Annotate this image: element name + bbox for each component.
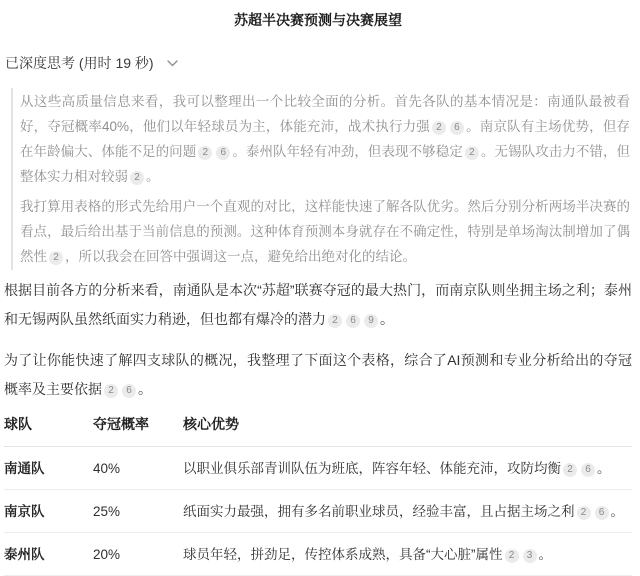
citation-badge[interactable]: 6 [346, 314, 360, 328]
answer-paragraph [4, 346, 632, 404]
citation-badge[interactable]: 6 [122, 384, 136, 398]
citation-badge[interactable]: 2 [198, 146, 212, 160]
table-row [4, 490, 632, 533]
citation-badge[interactable]: 2 [577, 506, 591, 520]
probability-cell: 20% [93, 533, 183, 576]
text-run: 。 [146, 169, 160, 184]
team-name-cell: 南通队 [4, 447, 93, 490]
teams-table [4, 404, 632, 576]
probability-cell: 40% [93, 447, 183, 490]
text-run: 。 [380, 311, 394, 327]
text-run: 。 [138, 381, 152, 397]
text-run: 球员年轻，拼劲足，传控体系成熟，具备“大心脏”属性 [183, 547, 503, 562]
answer-paragraph [4, 276, 632, 334]
text-run: 纸面实力最强，拥有多名前职业球员，经验丰富，且占据主场之利 [183, 504, 575, 519]
advantage-cell [183, 533, 632, 576]
citation-badge[interactable]: 2 [49, 251, 63, 265]
text-run: 。无锡队攻击力不错，但整体实力相对较弱 [20, 144, 631, 184]
column-header-advantage: 核心优势 [183, 404, 632, 447]
column-header-team: 球队 [4, 404, 93, 447]
citation-badge[interactable]: 2 [328, 314, 342, 328]
citation-badge[interactable]: 9 [364, 314, 378, 328]
thinking-paragraph [20, 194, 630, 269]
citation-badge[interactable]: 2 [104, 384, 118, 398]
probability-cell: 25% [93, 490, 183, 533]
teams-table-header [4, 404, 632, 447]
table-row [4, 533, 632, 576]
thinking-paragraph [20, 89, 630, 189]
text-run: 。 [597, 461, 611, 476]
text-run: 。泰州队年轻有冲劲，但表现不够稳定 [232, 144, 463, 159]
advantage-cell [183, 490, 632, 533]
text-run: 以职业俱乐部青训队伍为班底，阵容年轻、体能充沛，攻防均衡 [183, 461, 561, 476]
page-title: 苏超半决赛预测与决赛展望 [234, 12, 402, 28]
citation-badge[interactable]: 2 [563, 463, 577, 477]
citation-badge[interactable]: 2 [465, 146, 479, 160]
thinking-toggle[interactable] [5, 53, 178, 73]
text-run: 。 [610, 504, 624, 519]
chevron-down-icon [167, 60, 178, 67]
team-name-cell: 南京队 [4, 490, 93, 533]
text-run: 根据目前各方的分析来看，南通队是本次“苏超”联赛夺冠的最大热门，而南京队则坐拥主场之利；泰州和无锡两队虽然纸面实力稍逊，但也都有爆冷的潜力 [4, 282, 632, 327]
citation-badge[interactable]: 6 [450, 121, 464, 135]
citation-badge[interactable]: 6 [595, 506, 609, 520]
column-header-probability: 夺冠概率 [93, 404, 183, 447]
thinking-content [11, 88, 632, 270]
advantage-cell [183, 447, 632, 490]
text-run: 我打算用表格的形式先给用户一个直观的对比，这样能快速了解各队优劣。然后分别分析两场半决赛的看点，最后给出基于当前信息的预测。这种体育预测本身就存在不确定性，特别是单场淘汰制增加了偶然性 [20, 199, 630, 264]
answer-section [4, 276, 632, 404]
citation-badge[interactable]: 6 [581, 463, 595, 477]
text-run: 。南京队有主场优势，但存在年龄偏大、体能不足的问题 [20, 119, 630, 159]
citation-badge[interactable]: 2 [130, 171, 144, 185]
text-run: 为了让你能快速了解四支球队的概况，我整理了下面这个表格，综合了AI预测和专业分析给出的夺冠概率及主要依据 [4, 352, 632, 397]
thinking-toggle-label: 已深度思考 (用时 19 秒) [5, 55, 154, 71]
text-run: 。 [538, 547, 552, 562]
citation-badge[interactable]: 3 [523, 549, 537, 563]
citation-badge[interactable]: 6 [216, 146, 230, 160]
text-run: 从这些高质量信息来看，我可以整理出一个比较全面的分析。首先各队的基本情况是：南通队最被看好，夺冠概率40%，他们以年轻球员为主，体能充沛，战术执行力强 [20, 94, 630, 134]
text-run: ，所以我会在回答中强调这一点，避免给出绝对化的结论。 [65, 249, 416, 264]
table-row [4, 447, 632, 490]
citation-badge[interactable]: 2 [505, 549, 519, 563]
header-row [4, 404, 632, 447]
citation-badge[interactable]: 2 [432, 121, 446, 135]
teams-table-body [4, 447, 632, 576]
team-name-cell: 泰州队 [4, 533, 93, 576]
